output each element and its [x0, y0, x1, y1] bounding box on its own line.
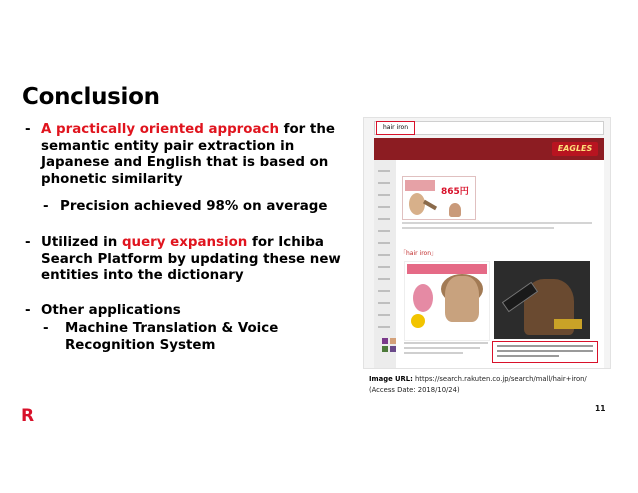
slide-title: Conclusion — [22, 84, 160, 110]
bullet-text: Other applications — [41, 302, 181, 318]
rakuten-logo: R — [21, 406, 35, 426]
coupon-card — [402, 176, 476, 220]
gold-label — [554, 319, 582, 329]
caption-text: https://search.rakuten.co.jp/search/mall/hair+iron/ (Access Date: 2018/10/24) — [369, 375, 587, 394]
ad-label — [405, 180, 435, 191]
product-1-text — [404, 342, 488, 357]
result-heading — [400, 248, 437, 257]
bullet-text: for the semantic entity pair extraction in Japanese and English that is based on phonetic similarity — [41, 122, 335, 187]
sub-bullet-text: Precision achieved 98% on average — [60, 199, 328, 215]
sub-bullet-text: Machine Translation & Voice Recognition System — [65, 321, 279, 353]
bullet-item — [22, 122, 362, 188]
bullet-prefix: Utilized in — [41, 234, 122, 250]
image-caption — [369, 374, 609, 395]
search-query-highlight: hair iron — [376, 121, 415, 135]
description-text — [402, 222, 592, 232]
hairbrush-image — [409, 193, 425, 215]
results-panel — [374, 138, 604, 368]
search-input — [374, 121, 604, 135]
sub-bullet-dash: - — [43, 321, 49, 337]
bullet-text: for Ichiba Search Platform by updating these new entities into the dictionary — [41, 234, 341, 284]
page-number: 11 — [595, 404, 606, 413]
bullet-dash: - — [25, 122, 31, 137]
badge-icon — [411, 314, 425, 328]
product-banner — [407, 264, 487, 274]
bullet-highlight: query expansion — [121, 234, 248, 250]
product-card-2 — [494, 261, 590, 339]
model-face-image — [445, 276, 479, 322]
product-banner — [496, 263, 588, 277]
bullet-item — [22, 303, 362, 320]
bullet-list — [22, 122, 362, 355]
brush-handle-image — [423, 200, 437, 210]
result-query: 「hair iron」 — [400, 250, 437, 257]
product-card-1 — [404, 261, 490, 341]
bullet-dash: - — [25, 302, 31, 318]
brush-iron-image — [413, 284, 433, 312]
bullet-highlight: A practically oriented approach — [41, 122, 279, 137]
sub-bullet-dash: - — [43, 199, 49, 215]
coupon-price: 865円 — [441, 187, 469, 197]
search-result-screenshot — [363, 117, 611, 369]
bullet-item — [22, 235, 362, 285]
sub-bullet-item — [22, 199, 362, 216]
highlighted-product-title — [492, 341, 598, 363]
banner — [374, 138, 604, 160]
model-image — [449, 203, 461, 217]
caption-label: Image URL: — [369, 375, 413, 383]
filter-sidebar — [374, 160, 396, 368]
bullet-dash: - — [25, 234, 31, 250]
sub-bullet-item — [22, 321, 362, 354]
eagles-logo: EAGLES — [552, 142, 598, 156]
